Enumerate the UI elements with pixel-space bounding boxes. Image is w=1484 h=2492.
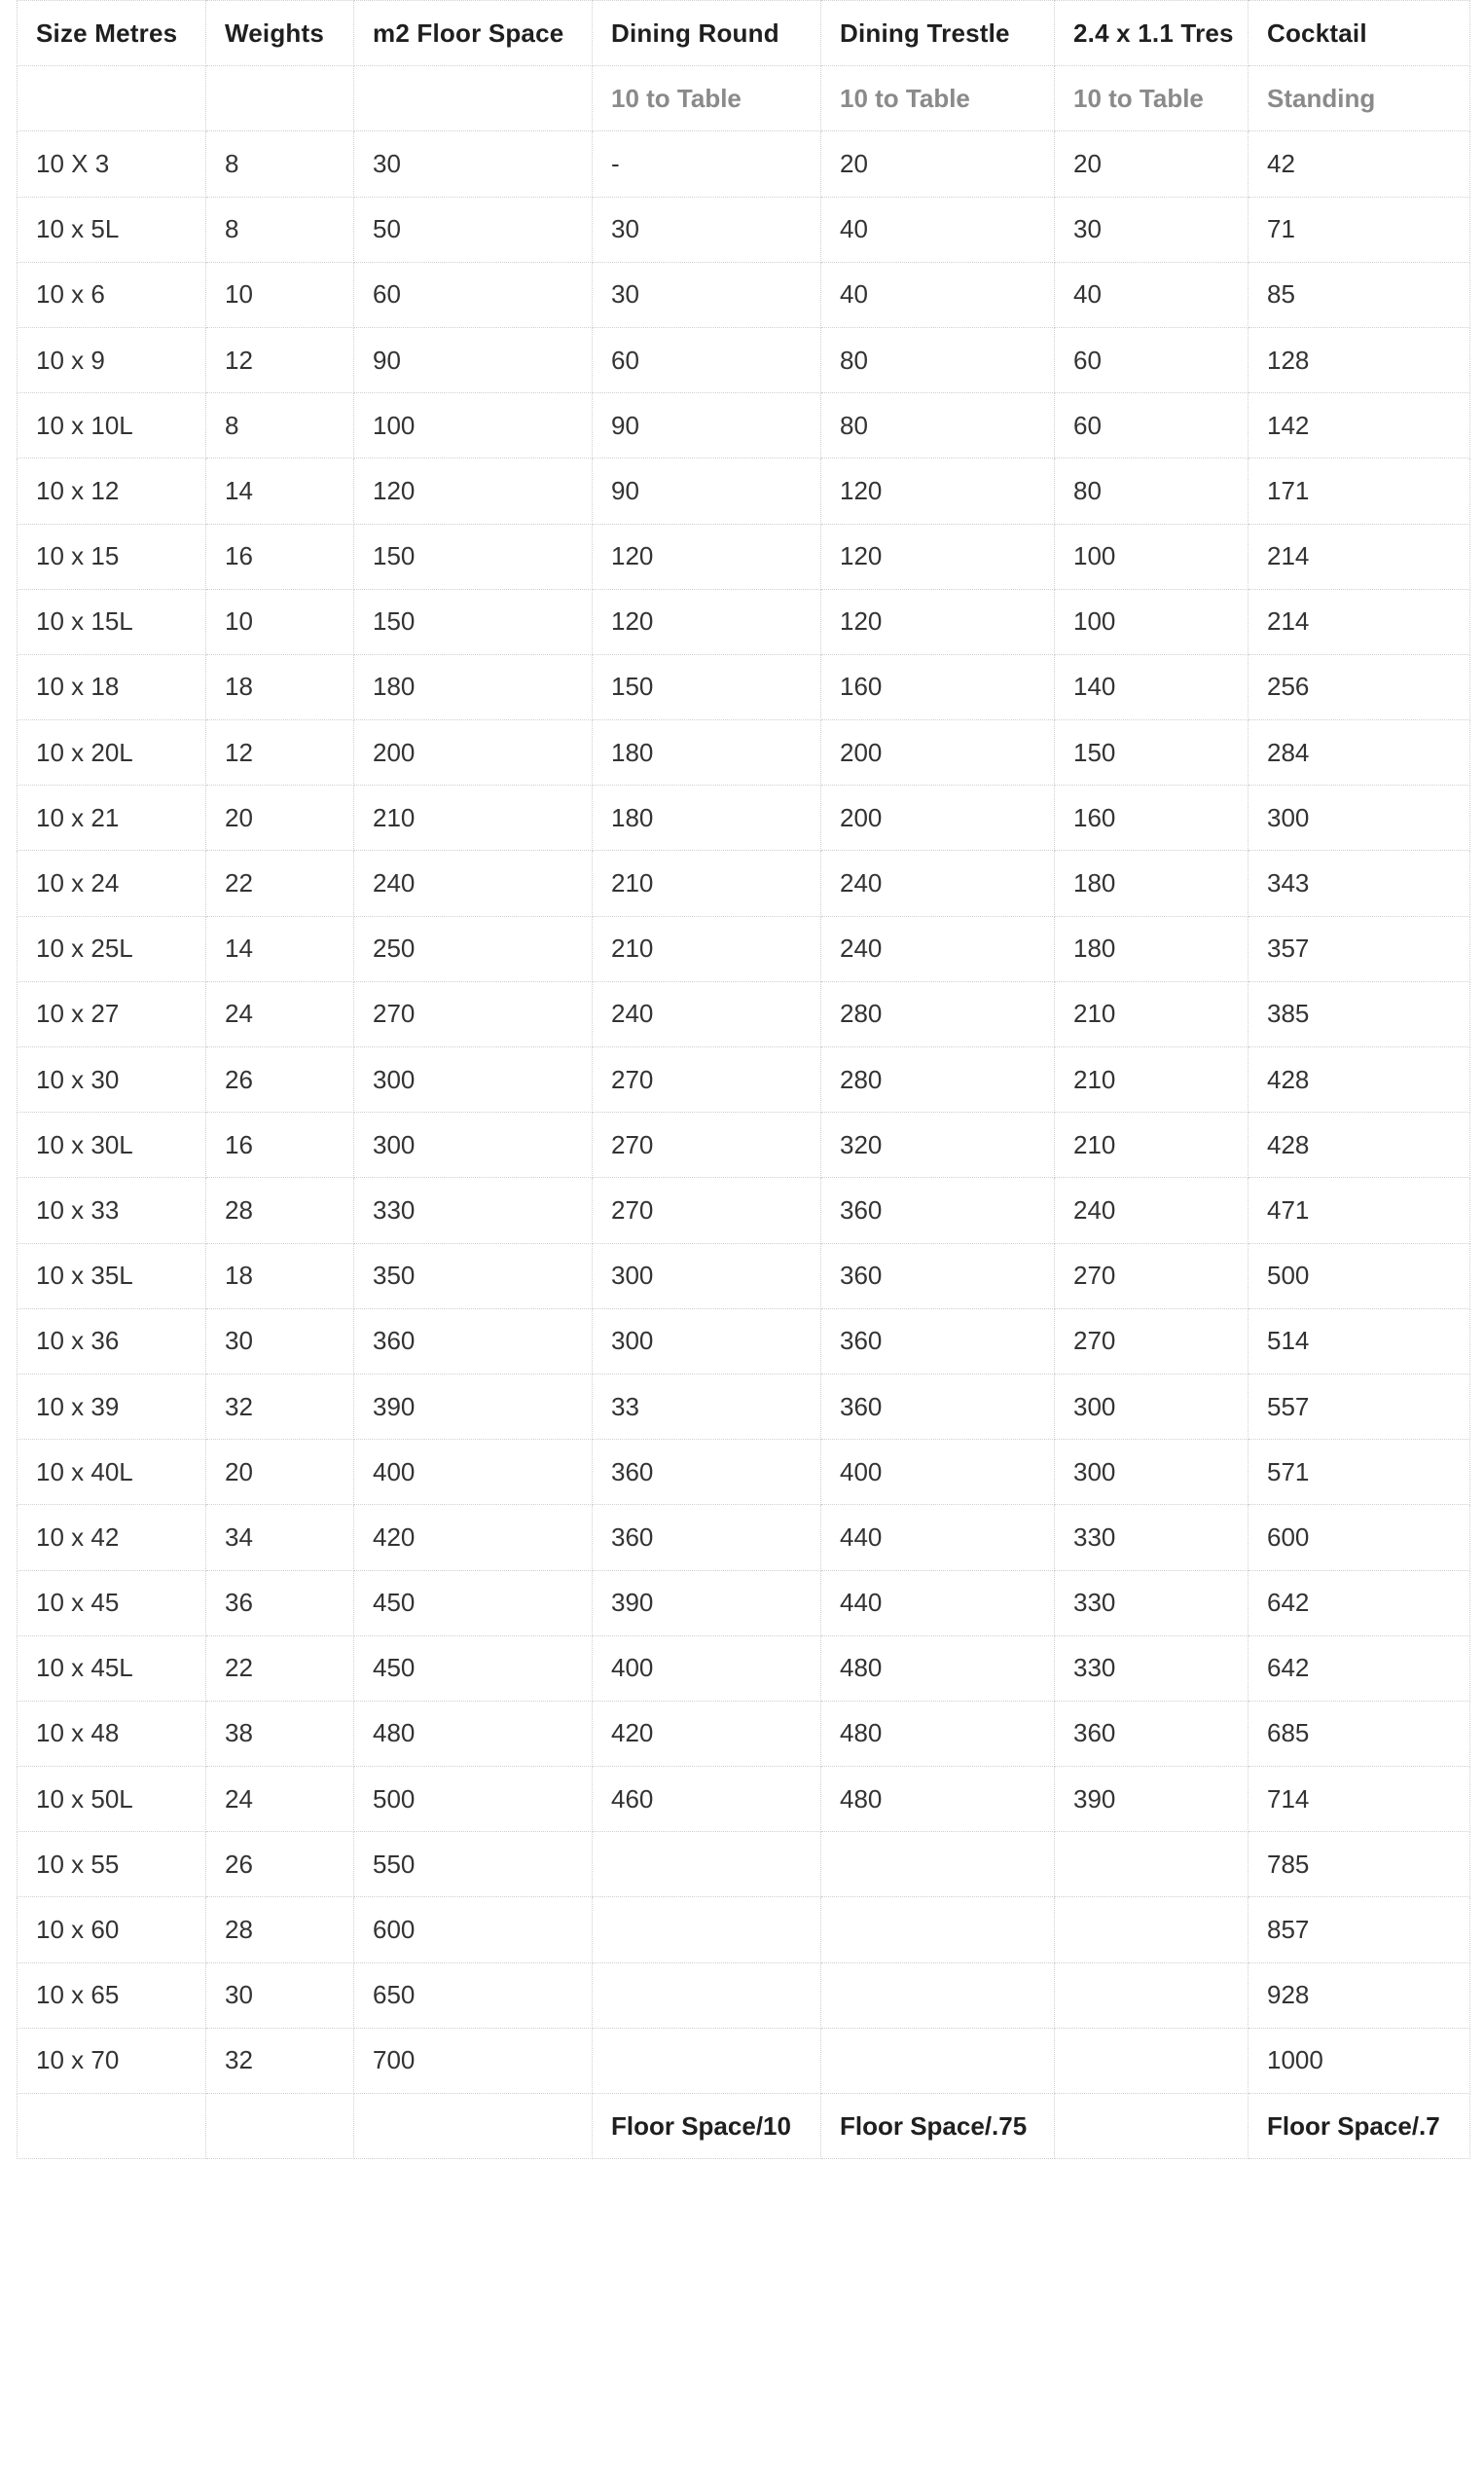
table-cell: 180 [1055, 851, 1249, 916]
table-cell: 36 [206, 1570, 354, 1635]
table-cell: 650 [354, 1962, 593, 2028]
table-cell: 24 [206, 981, 354, 1046]
table-cell: 60 [354, 262, 593, 327]
table-cell: 42 [1249, 131, 1470, 197]
table-cell: 480 [354, 1701, 593, 1766]
table-cell: 214 [1249, 589, 1470, 654]
table-cell: 360 [821, 1178, 1055, 1243]
table-cell: 71 [1249, 197, 1470, 262]
table-cell: 14 [206, 916, 354, 981]
table-cell: 210 [593, 851, 821, 916]
table-cell: 360 [354, 1308, 593, 1374]
table-cell: 20 [821, 131, 1055, 197]
table-cell: 10 x 5L [18, 197, 206, 262]
table-cell: 120 [593, 589, 821, 654]
table-cell [821, 1832, 1055, 1897]
header-floor-space: m2 Floor Space [354, 1, 593, 66]
table-cell: 440 [821, 1505, 1055, 1570]
table-cell: 28 [206, 1897, 354, 1962]
header-size-metres: Size Metres [18, 1, 206, 66]
table-cell: 270 [593, 1113, 821, 1178]
table-cell: 300 [354, 1113, 593, 1178]
table-cell: 330 [1055, 1570, 1249, 1635]
table-cell: 180 [593, 720, 821, 786]
subheader-cell [354, 66, 593, 131]
table-cell: 10 x 9 [18, 327, 206, 392]
table-cell: 171 [1249, 458, 1470, 524]
formula-cell: Floor Space/10 [593, 2094, 821, 2159]
table-cell [593, 1832, 821, 1897]
header-cocktail: Cocktail [1249, 1, 1470, 66]
table-row [18, 2028, 1470, 2093]
table-row [18, 1832, 1470, 1897]
formula-cell [354, 2094, 593, 2159]
table-cell: 284 [1249, 720, 1470, 786]
table-cell: 30 [206, 1308, 354, 1374]
table-cell: 10 x 33 [18, 1178, 206, 1243]
table-cell: 40 [821, 197, 1055, 262]
table-cell: 10 x 35L [18, 1243, 206, 1308]
header-dining-round: Dining Round [593, 1, 821, 66]
table-cell: 300 [1055, 1440, 1249, 1505]
table-row [18, 197, 1470, 262]
table-cell: 10 x 30L [18, 1113, 206, 1178]
table-cell [1055, 2028, 1249, 2093]
table-cell: 10 x 15 [18, 524, 206, 589]
table-cell: 210 [593, 916, 821, 981]
table-cell: 357 [1249, 916, 1470, 981]
table-row [18, 589, 1470, 654]
table-cell: 210 [1055, 1113, 1249, 1178]
table-cell: 210 [1055, 1047, 1249, 1113]
table-cell: 600 [354, 1897, 593, 1962]
table-cell: 300 [593, 1243, 821, 1308]
table-cell: 557 [1249, 1374, 1470, 1439]
table-cell: 10 x 45L [18, 1635, 206, 1701]
table-cell: 420 [354, 1505, 593, 1570]
table-cell: 140 [1055, 654, 1249, 719]
formula-cell [1055, 2094, 1249, 2159]
table-cell: 30 [206, 1962, 354, 2028]
table-cell: 8 [206, 393, 354, 458]
table-cell: 480 [821, 1635, 1055, 1701]
table-cell: 390 [1055, 1767, 1249, 1832]
subheader-cell [206, 66, 354, 131]
table-row [18, 1962, 1470, 2028]
table-cell: 80 [1055, 458, 1249, 524]
table-row [18, 524, 1470, 589]
table-cell: 150 [354, 589, 593, 654]
table-cell [821, 1897, 1055, 1962]
table-cell: 10 x 36 [18, 1308, 206, 1374]
table-cell: 360 [593, 1440, 821, 1505]
table-row [18, 786, 1470, 851]
table-cell: 12 [206, 720, 354, 786]
table-cell: 150 [354, 524, 593, 589]
table-cell: 32 [206, 2028, 354, 2093]
table-cell: 30 [593, 262, 821, 327]
table-cell: 28 [206, 1178, 354, 1243]
table-row [18, 1897, 1470, 1962]
table-cell: 240 [1055, 1178, 1249, 1243]
table-cell: 38 [206, 1701, 354, 1766]
table-cell: 330 [1055, 1635, 1249, 1701]
formula-cell [18, 2094, 206, 2159]
table-cell: 80 [821, 393, 1055, 458]
table-cell [1055, 1962, 1249, 2028]
table-row [18, 720, 1470, 786]
table-row [18, 131, 1470, 197]
table-cell [593, 1962, 821, 2028]
table-cell: 360 [821, 1374, 1055, 1439]
table-row [18, 1767, 1470, 1832]
table-cell: 120 [593, 524, 821, 589]
table-cell: 10 x 55 [18, 1832, 206, 1897]
table-cell: 250 [354, 916, 593, 981]
table-cell: 500 [1249, 1243, 1470, 1308]
table-cell: 14 [206, 458, 354, 524]
table-cell [593, 1897, 821, 1962]
table-cell: 10 x 20L [18, 720, 206, 786]
table-cell: 20 [1055, 131, 1249, 197]
table-cell: 514 [1249, 1308, 1470, 1374]
table-cell [1055, 1832, 1249, 1897]
table-cell: 471 [1249, 1178, 1470, 1243]
table-cell: 10 x 40L [18, 1440, 206, 1505]
table-cell: 300 [354, 1047, 593, 1113]
table-row [18, 1440, 1470, 1505]
table-cell: 90 [593, 393, 821, 458]
table-row [18, 1243, 1470, 1308]
table-cell: 10 [206, 262, 354, 327]
table-cell: 240 [821, 851, 1055, 916]
table-cell: 160 [821, 654, 1055, 719]
table-cell: - [593, 131, 821, 197]
table-cell: 350 [354, 1243, 593, 1308]
table-cell: 12 [206, 327, 354, 392]
table-cell: 10 x 39 [18, 1374, 206, 1439]
formula-cell: Floor Space/.75 [821, 2094, 1055, 2159]
table-row [18, 262, 1470, 327]
table-cell: 400 [821, 1440, 1055, 1505]
table-cell [1055, 1897, 1249, 1962]
table-cell: 26 [206, 1047, 354, 1113]
table-row [18, 1701, 1470, 1766]
table-cell: 480 [821, 1701, 1055, 1766]
table-cell: 214 [1249, 524, 1470, 589]
table-cell: 10 x 27 [18, 981, 206, 1046]
table-cell: 60 [593, 327, 821, 392]
table-row [18, 393, 1470, 458]
table-cell: 20 [206, 1440, 354, 1505]
table-cell: 360 [821, 1243, 1055, 1308]
table-cell: 460 [593, 1767, 821, 1832]
table-cell: 90 [593, 458, 821, 524]
table-cell: 16 [206, 1113, 354, 1178]
table-cell: 60 [1055, 393, 1249, 458]
table-cell: 10 x 50L [18, 1767, 206, 1832]
table-cell [593, 2028, 821, 2093]
table-cell: 60 [1055, 327, 1249, 392]
table-cell: 180 [593, 786, 821, 851]
table-cell: 240 [821, 916, 1055, 981]
table-cell: 10 x 48 [18, 1701, 206, 1766]
table-cell: 200 [821, 720, 1055, 786]
table-cell: 343 [1249, 851, 1470, 916]
table-cell: 32 [206, 1374, 354, 1439]
header-weights: Weights [206, 1, 354, 66]
table-cell: 300 [1249, 786, 1470, 851]
table-cell: 120 [821, 589, 1055, 654]
table-cell: 40 [821, 262, 1055, 327]
table-cell: 300 [593, 1308, 821, 1374]
header-dining-trestle: Dining Trestle [821, 1, 1055, 66]
table-cell: 26 [206, 1832, 354, 1897]
subheader-cell [18, 66, 206, 131]
table-cell: 600 [1249, 1505, 1470, 1570]
table-cell: 385 [1249, 981, 1470, 1046]
table-cell: 22 [206, 851, 354, 916]
table-cell: 16 [206, 524, 354, 589]
table-cell: 180 [354, 654, 593, 719]
table-cell: 500 [354, 1767, 593, 1832]
table-cell: 685 [1249, 1701, 1470, 1766]
table-cell: 10 x 30 [18, 1047, 206, 1113]
table-cell: 210 [354, 786, 593, 851]
table-cell: 10 x 6 [18, 262, 206, 327]
table-cell: 120 [354, 458, 593, 524]
table-cell: 18 [206, 1243, 354, 1308]
subheader-cell: 10 to Table [1055, 66, 1249, 131]
table-cell: 280 [821, 981, 1055, 1046]
table-row [18, 916, 1470, 981]
table-cell: 10 X 3 [18, 131, 206, 197]
table-row [18, 1505, 1470, 1570]
header-row [18, 1, 1470, 66]
formula-cell [206, 2094, 354, 2159]
table-cell: 420 [593, 1701, 821, 1766]
subheader-row [18, 66, 1470, 131]
table-cell: 10 x 21 [18, 786, 206, 851]
table-cell: 360 [1055, 1701, 1249, 1766]
table-cell: 10 x 10L [18, 393, 206, 458]
subheader-cell: Standing [1249, 66, 1470, 131]
table-cell: 10 x 70 [18, 2028, 206, 2093]
table-cell: 360 [821, 1308, 1055, 1374]
table-cell: 150 [1055, 720, 1249, 786]
table-cell: 80 [821, 327, 1055, 392]
table-cell: 390 [593, 1570, 821, 1635]
table-row [18, 1308, 1470, 1374]
table-cell: 400 [593, 1635, 821, 1701]
table-cell: 180 [1055, 916, 1249, 981]
table-cell: 390 [354, 1374, 593, 1439]
table-cell: 785 [1249, 1832, 1470, 1897]
table-cell: 100 [1055, 524, 1249, 589]
table-cell: 550 [354, 1832, 593, 1897]
table-row [18, 1570, 1470, 1635]
table-cell [821, 2028, 1055, 2093]
table-cell: 256 [1249, 654, 1470, 719]
table-cell: 714 [1249, 1767, 1470, 1832]
table-cell [821, 1962, 1055, 2028]
table-cell: 10 x 24 [18, 851, 206, 916]
table-row [18, 327, 1470, 392]
table-cell: 428 [1249, 1047, 1470, 1113]
table-row [18, 458, 1470, 524]
table-cell: 428 [1249, 1113, 1470, 1178]
table-cell: 360 [593, 1505, 821, 1570]
table-cell: 571 [1249, 1440, 1470, 1505]
table-cell: 10 [206, 589, 354, 654]
table-row [18, 1047, 1470, 1113]
table-cell: 40 [1055, 262, 1249, 327]
table-cell: 642 [1249, 1570, 1470, 1635]
table-cell: 270 [593, 1047, 821, 1113]
table-cell: 10 x 12 [18, 458, 206, 524]
table-cell: 30 [1055, 197, 1249, 262]
subheader-cell: 10 to Table [821, 66, 1055, 131]
table-cell: 10 x 45 [18, 1570, 206, 1635]
table-cell: 30 [354, 131, 593, 197]
table-row [18, 1113, 1470, 1178]
table-cell: 10 x 42 [18, 1505, 206, 1570]
table-cell: 330 [1055, 1505, 1249, 1570]
table-cell: 160 [1055, 786, 1249, 851]
table-cell: 34 [206, 1505, 354, 1570]
table-row [18, 1178, 1470, 1243]
table-cell: 210 [1055, 981, 1249, 1046]
table-cell: 150 [593, 654, 821, 719]
table-row [18, 1635, 1470, 1701]
table-row [18, 851, 1470, 916]
table-cell: 450 [354, 1570, 593, 1635]
table-cell: 400 [354, 1440, 593, 1505]
table-cell: 320 [821, 1113, 1055, 1178]
table-cell: 270 [354, 981, 593, 1046]
table-cell: 10 x 25L [18, 916, 206, 981]
table-cell: 20 [206, 786, 354, 851]
table-cell: 200 [821, 786, 1055, 851]
table-cell: 142 [1249, 393, 1470, 458]
table-cell: 90 [354, 327, 593, 392]
table-row [18, 1374, 1470, 1439]
table-cell: 120 [821, 458, 1055, 524]
formula-cell: Floor Space/.7 [1249, 2094, 1470, 2159]
formula-row [18, 2094, 1470, 2159]
table-cell: 440 [821, 1570, 1055, 1635]
table-cell: 480 [821, 1767, 1055, 1832]
table-cell: 240 [354, 851, 593, 916]
table-cell: 85 [1249, 262, 1470, 327]
table-cell: 270 [593, 1178, 821, 1243]
table-cell: 270 [1055, 1243, 1249, 1308]
table-cell: 8 [206, 131, 354, 197]
table-cell: 100 [1055, 589, 1249, 654]
table-cell: 928 [1249, 1962, 1470, 2028]
table-cell: 22 [206, 1635, 354, 1701]
table-row [18, 654, 1470, 719]
subheader-cell: 10 to Table [593, 66, 821, 131]
capacity-table [17, 0, 1470, 2159]
table-cell: 120 [821, 524, 1055, 589]
table-cell: 642 [1249, 1635, 1470, 1701]
table-cell: 1000 [1249, 2028, 1470, 2093]
table-cell: 450 [354, 1635, 593, 1701]
table-cell: 270 [1055, 1308, 1249, 1374]
table-cell: 10 x 18 [18, 654, 206, 719]
table-cell: 10 x 60 [18, 1897, 206, 1962]
table-cell: 10 x 15L [18, 589, 206, 654]
table-cell: 128 [1249, 327, 1470, 392]
table-cell: 200 [354, 720, 593, 786]
table-cell: 330 [354, 1178, 593, 1243]
table-cell: 30 [593, 197, 821, 262]
table-cell: 240 [593, 981, 821, 1046]
table-cell: 10 x 65 [18, 1962, 206, 2028]
table-cell: 50 [354, 197, 593, 262]
table-cell: 8 [206, 197, 354, 262]
table-cell: 857 [1249, 1897, 1470, 1962]
header-trestle-2-4x1-1: 2.4 x 1.1 Tres [1055, 1, 1249, 66]
table-cell: 100 [354, 393, 593, 458]
table-cell: 280 [821, 1047, 1055, 1113]
table-cell: 33 [593, 1374, 821, 1439]
table-row [18, 981, 1470, 1046]
table-cell: 700 [354, 2028, 593, 2093]
table-cell: 300 [1055, 1374, 1249, 1439]
table-cell: 24 [206, 1767, 354, 1832]
table-cell: 18 [206, 654, 354, 719]
